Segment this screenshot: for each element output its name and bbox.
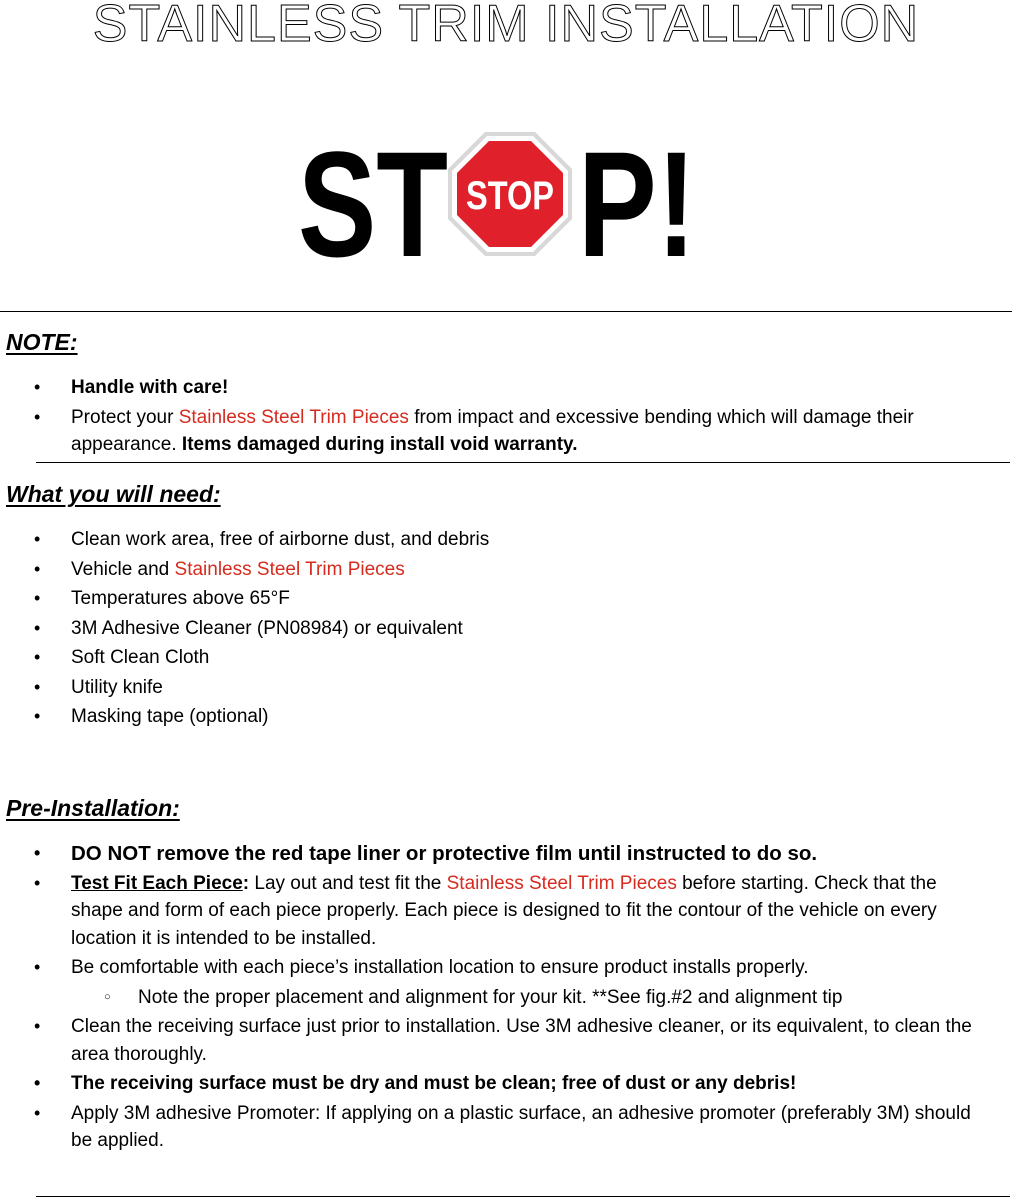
list-item: • Soft Clean Cloth [0, 644, 980, 672]
list-item: • Be comfortable with each piece’s installation location to ensure product installs properly. [0, 954, 980, 982]
note-item-text: Protect your [71, 406, 179, 428]
preinstall-item-text: before starting. Check that the shape and form of each piece properly. Each piece is designed to fit the contour of the vehicle on every location it is intended to be installed. [71, 872, 937, 949]
product-name: Stainless Steel Trim Pieces [174, 558, 405, 580]
list-item [0, 404, 980, 459]
preinstall-item-text: Lay out and test fit the [249, 872, 447, 894]
list-item: • Clean work area, free of airborne dust, and debris [0, 526, 980, 554]
preinstall-heading: Pre-Installation: [6, 795, 180, 821]
list-item [0, 870, 980, 953]
logo-left-text: ST [298, 128, 448, 262]
list-item: • Masking tape (optional) [0, 703, 980, 731]
list-item [0, 374, 980, 402]
sub-list-item: ○ Note the proper placement and alignment for your kit. **See fig.#2 and alignment tip [0, 984, 980, 1012]
logo-right-text: P! [578, 128, 696, 262]
list-item: • Clean the receiving surface just prior to installation. Use 3M adhesive cleaner, or its equivalent, to clean the area thoroughly. [0, 1013, 980, 1068]
stop-sign-text: STOP [466, 174, 554, 218]
warranty-warning: Items damaged during install void warranty. [181, 434, 578, 455]
stop-logo [296, 128, 716, 262]
list-item: • DO NOT remove the red tape liner or protective film until instructed to do so. [0, 840, 980, 868]
list-item: • The receiving surface must be dry and must be clean; free of dust or any debris! [0, 1070, 980, 1098]
product-name: Stainless Steel Trim Pieces [446, 872, 677, 894]
stop-sign-icon [448, 132, 572, 256]
needs-item-text: Vehicle and [71, 558, 175, 580]
divider [36, 462, 1010, 463]
note-item-text: Handle with care! [71, 377, 229, 398]
list-item: • Apply 3M adhesive Promoter: If applying on a plastic surface, an adhesive promoter (preferably 3M) should be applied. [0, 1100, 980, 1155]
list-item: • 3M Adhesive Cleaner (PN08984) or equivalent [0, 615, 980, 643]
list-item [0, 556, 980, 584]
divider [36, 1196, 1010, 1197]
divider [0, 311, 1012, 312]
needs-heading: What you will need: [6, 481, 221, 507]
preinstall-list [0, 840, 980, 1157]
list-item: • Temperatures above 65°F [0, 585, 980, 613]
test-fit-colon: : [242, 872, 250, 894]
list-item: • Utility knife [0, 674, 980, 702]
note-list [0, 374, 980, 461]
test-fit-lead: Test Fit Each Piece [71, 872, 243, 894]
page-title: STAINLESS TRIM INSTALLATION [92, 0, 920, 53]
note-heading: NOTE: [6, 329, 78, 355]
note-item-text: from impact and excessive bending which will damage their appearance. [71, 406, 914, 455]
product-name: Stainless Steel Trim Pieces [178, 406, 409, 428]
needs-list [0, 526, 980, 733]
